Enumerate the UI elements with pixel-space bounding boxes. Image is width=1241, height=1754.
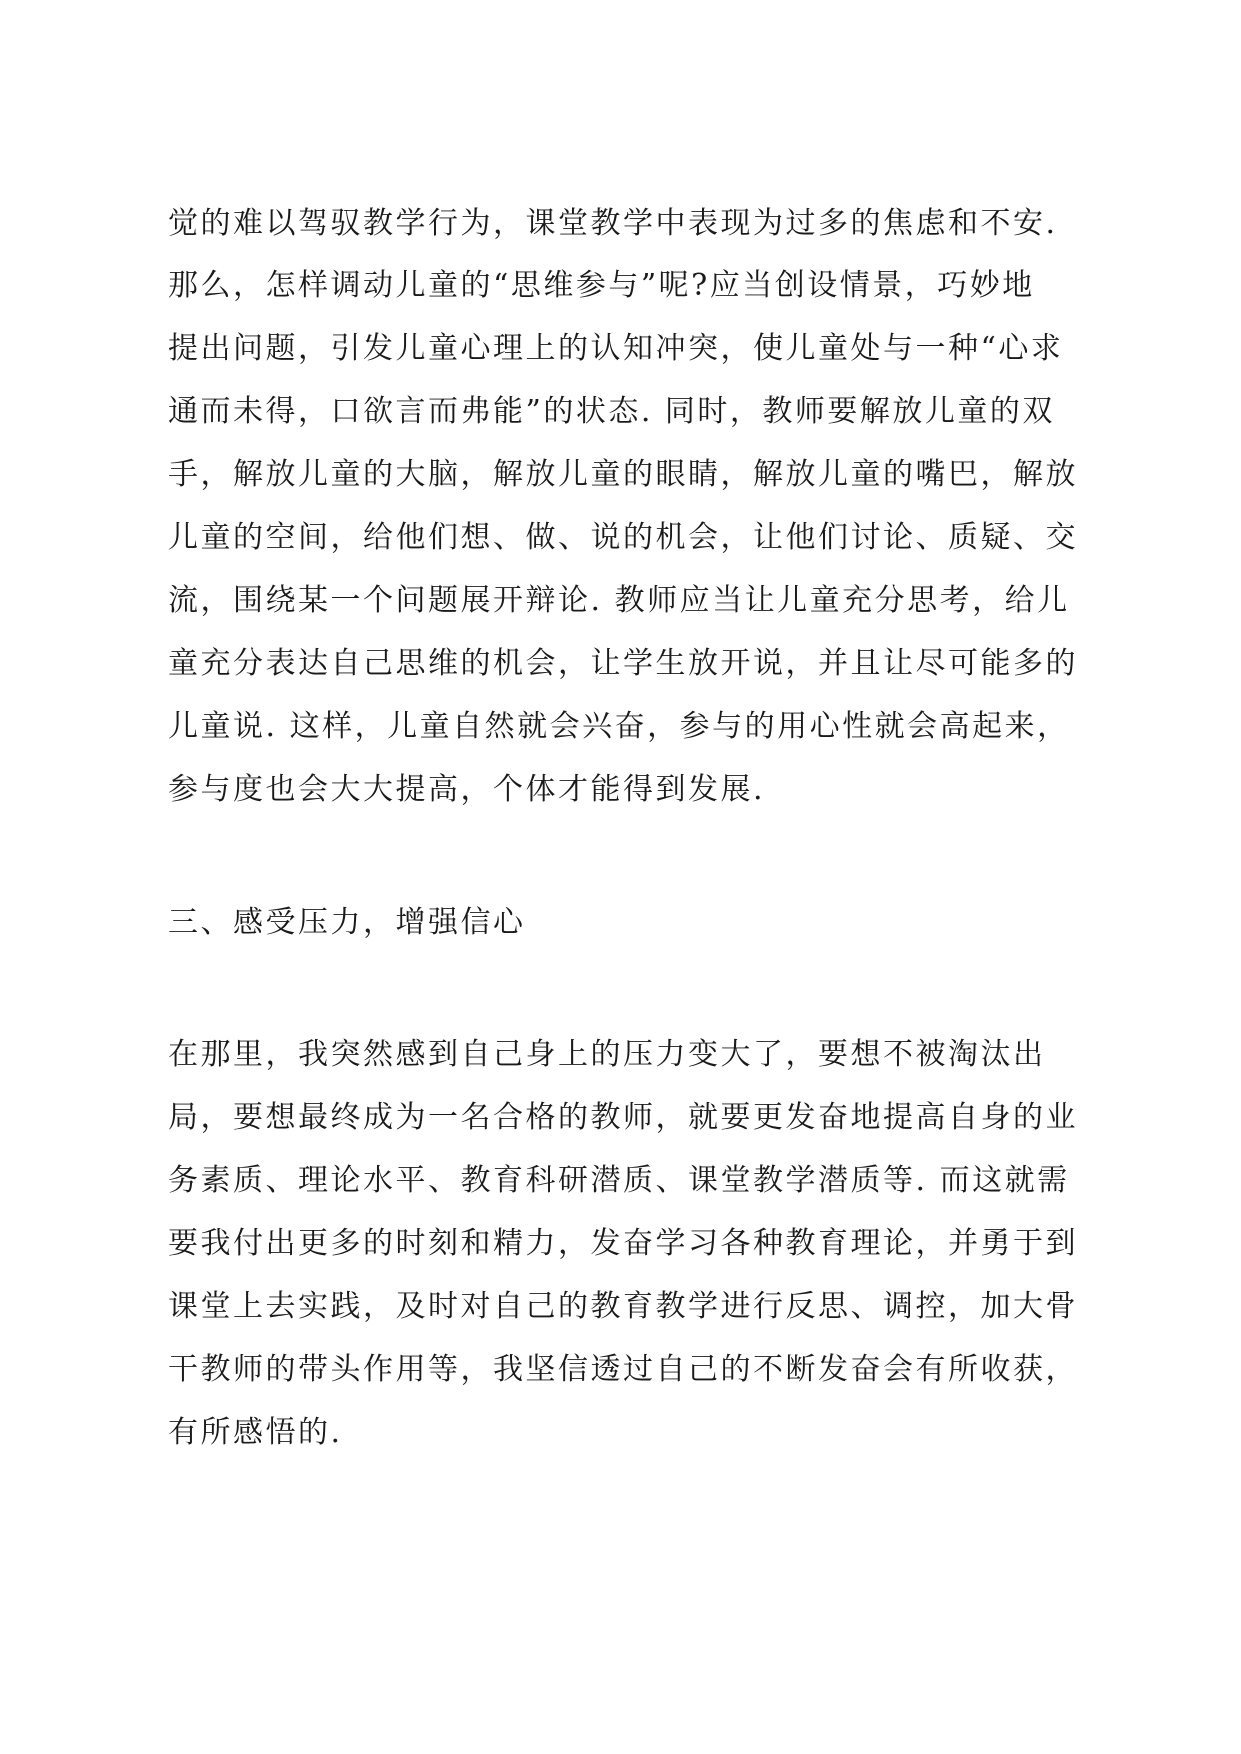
paragraph-1-line-1: 觉的难以驾驭教学行为，课堂教学中表现为过多的焦虑和不安. [168,206,1058,241]
paragraph-2-line-5: 课堂上去实践，及时对自己的教育教学进行反思、调控，加大骨 [168,1289,1078,1324]
paragraph-1-line-5: 手，解放儿童的大脑，解放儿童的眼睛，解放儿童的嘴巴，解放 [168,457,1078,492]
section-heading: 三、感受压力，增强信心 [168,905,526,940]
paragraph-1-line-10: 参与度也会大大提高，个体才能得到发展. [168,772,766,807]
paragraph-1-line-3: 提出问题，引发儿童心理上的认知冲突，使儿童处与一种“心求 [168,331,1064,366]
paragraph-2-line-4: 要我付出更多的时刻和精力，发奋学习各种教育理论，并勇于到 [168,1226,1078,1261]
paragraph-1-line-4: 通而未得，口欲言而弗能”的状态. 同时，教师要解放儿童的双 [168,394,1055,429]
paragraph-2-line-1: 在那里，我突然感到自己身上的压力变大了，要想不被淘汰出 [168,1037,1046,1072]
paragraph-1-line-7: 流，围绕某一个问题展开辩论. 教师应当让儿童充分思考，给儿 [168,583,1070,618]
paragraph-1-line-2: 那么，怎样调动儿童的“思维参与”呢?应当创设情景，巧妙地 [168,268,1035,303]
paragraph-2-line-6: 干教师的带头作用等，我坚信透过自己的不断发奋会有所收获， [168,1352,1078,1387]
paragraph-1-line-6: 儿童的空间，给他们想、做、说的机会，让他们讨论、质疑、交 [168,520,1078,555]
paragraph-2-line-2: 局，要想最终成为一名合格的教师，就要更发奋地提高自身的业 [168,1100,1078,1135]
paragraph-1-line-9: 儿童说. 这样，儿童自然就会兴奋，参与的用心性就会高起来， [168,709,1070,744]
paragraph-1-line-8: 童充分表达自己思维的机会，让学生放开说，并且让尽可能多的 [168,646,1078,681]
paragraph-2-line-3: 务素质、理论水平、教育科研潜质、课堂教学潜质等. 而这就需 [168,1163,1070,1198]
paragraph-2-line-7: 有所感悟的. [168,1415,343,1450]
